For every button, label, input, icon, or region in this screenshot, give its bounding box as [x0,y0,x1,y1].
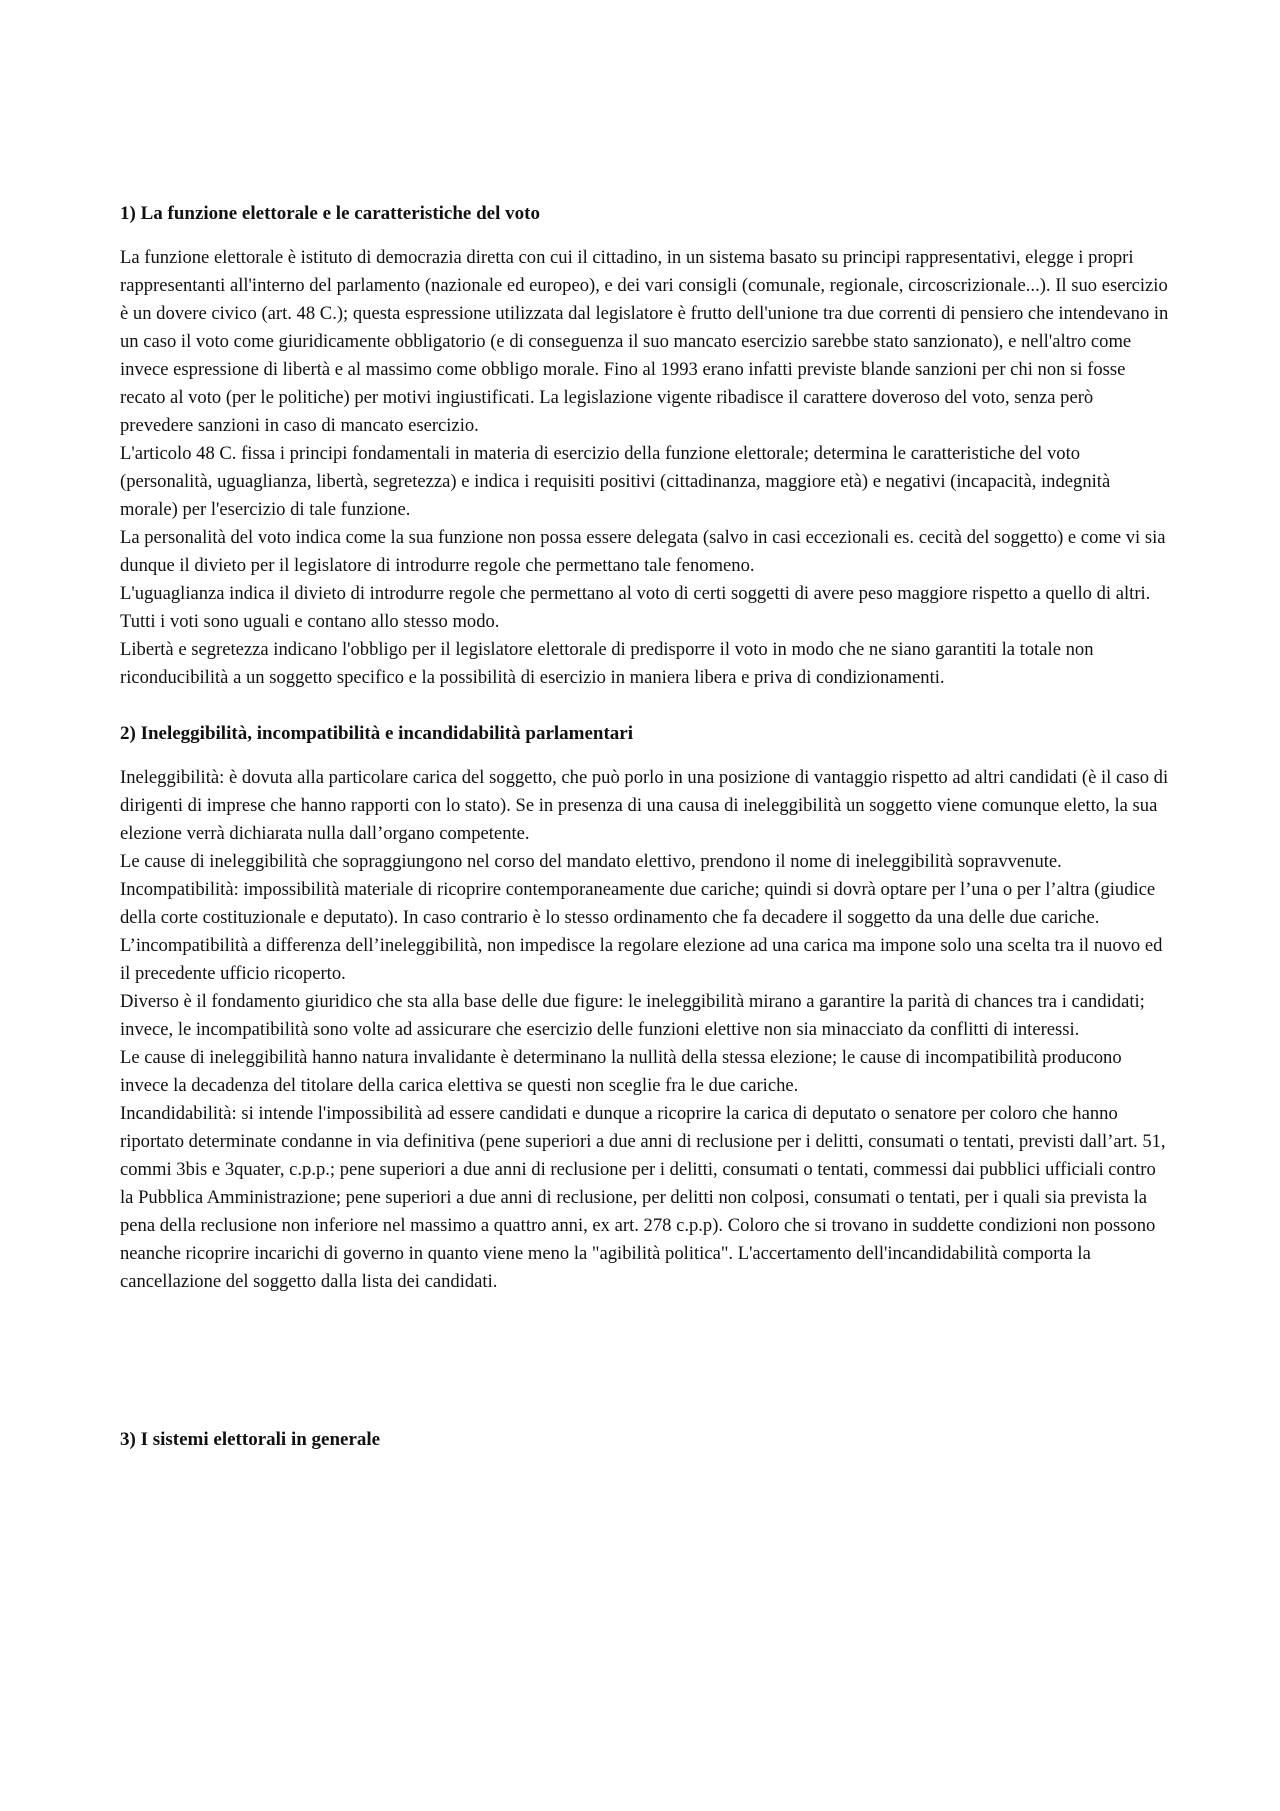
section-body [120,764,1170,1296]
paragraph: Le cause di ineleggibilità hanno natura invalidante è determinano la nullità della stessa elezione; le cause di incompatibilità producono invece la decadenza del titolare della carica elettiva se questi non sceglie fra le due cariche. [120,1047,1122,1096]
paragraph: Incompatibilità: impossibilità materiale di ricoprire contemporaneamente due cariche; quindi si dovrà optare per l’una o per l’altra (giudice della corte costituzionale e deputato). In caso contrario è lo stesso ordinamento che fa decadere il soggetto da una delle due cariche. L’incompatibilità a differenza dell’ineleggibilità, non impedisce la regolare elezione ad una carica ma impone solo una scelta tra il nuovo ed il precedente ufficio ricoperto. [120,879,1163,984]
section-heading: 2) Ineleggibilità, incompatibilità e incandidabilità parlamentari [120,723,634,744]
paragraph: Ineleggibilità: è dovuta alla particolare carica del soggetto, che può porlo in una posizione di vantaggio rispetto ad altri candidati (è il caso di dirigenti di imprese che hanno rapporti con lo stato). Se in presenza di una causa di ineleggibilità un soggetto viene comunque eletto, la sua elezione verrà dichiarata nulla dall’organo competente. [120,767,1169,844]
paragraph: La personalità del voto indica come la sua funzione non possa essere delegata (salvo in casi eccezionali es. cecità del soggetto) e come vi sia dunque il divieto per il legislatore di introdurre regole che permettano tale fenomeno. [120,527,1166,576]
paragraph: L'uguaglianza indica il divieto di introdurre regole che permettano al voto di certi soggetti di avere peso maggiore rispetto a quello di altri. Tutti i voti sono uguali e contano allo stesso modo. [120,583,1151,632]
paragraph: Libertà e segretezza indicano l'obbligo per il legislatore elettorale di predisporre il voto in modo che ne siano garantiti la totale non riconducibilità a un soggetto specifico e la possibilità di esercizio in maniera libera e priva di condizionamenti. [120,639,1094,688]
paragraph: L'articolo 48 C. fissa i principi fondamentali in materia di esercizio della funzione elettorale; determina le caratteristiche del voto (personalità, uguaglianza, libertà, segretezza) e indica i requisiti positivi (cittadinanza, maggiore età) e negativi (incapacità, indegnità morale) per l'esercizio di tale funzione. [120,443,1111,520]
paragraph: Diverso è il fondamento giuridico che sta alla base delle due figure: le ineleggibilità mirano a garantire la parità di chances tra i candidati; invece, le incompatibilità sono volte ad assicurare che esercizio delle funzioni elettive non sia minacciato da conflitti di interessi. [120,991,1145,1040]
document-content [120,200,1170,1454]
section-body [120,244,1170,692]
paragraph: La funzione elettorale è istituto di democrazia diretta con cui il cittadino, in un sistema basato su principi rappresentativi, elegge i propri rappresentanti all'interno del parlamento (nazionale ed europeo), e dei vari consigli (comunale, regionale, circoscrizionale...). Il suo esercizio è un dovere civico (art. 48 C.); questa espressione utilizzata dal legislatore è frutto dell'unione tra due correnti di pensiero che intendevano in un caso il voto come giuridicamente obbligatorio (e di conseguenza il suo mancato esercizio sarebbe stato sanzionato), e nell'altro come invece espressione di libertà e al massimo come obbligo morale. Fino al 1993 erano infatti previste blande sanzioni per chi non si fosse recato al voto (per le politiche) per motivi ingiustificati. La legislazione vigente ribadisce il carattere doveroso del voto, senza però prevedere sanzioni in caso di mancato esercizio. [120,247,1169,436]
section-heading: 3) I sistemi elettorali in generale [120,1429,381,1450]
paragraph: Le cause di ineleggibilità che sopraggiungono nel corso del mandato elettivo, prendono il nome di ineleggibilità sopravvenute. [120,851,1062,872]
paragraph: Incandidabilità: si intende l'impossibilità ad essere candidati e dunque a ricoprire la carica di deputato o senatore per coloro che hanno riportato determinate condanne in via definitiva (pene superiori a due anni di reclusione per i delitti, consumati o tentati, previsti dall’art. 51, commi 3bis e 3quater, c.p.p.; pene superiori a due anni di reclusione per i delitti, consumati o tentati, commessi dai pubblici ufficiali contro la Pubblica Amministrazione; pene superiori a due anni di reclusione, per delitti non colposi, consumati o tentati, per i quali sia prevista la pena della reclusione non inferiore nel massimo a quattro anni, ex art. 278 c.p.p). Coloro che si trovano in suddette condizioni non possono neanche ricoprire incarichi di governo in quanto viene meno la "agibilità politica". L'accertamento dell'incandidabilità comporta la cancellazione del soggetto dalla lista dei candidati. [120,1103,1166,1292]
section-heading: 1) La funzione elettorale e le caratteristiche del voto [120,203,540,224]
